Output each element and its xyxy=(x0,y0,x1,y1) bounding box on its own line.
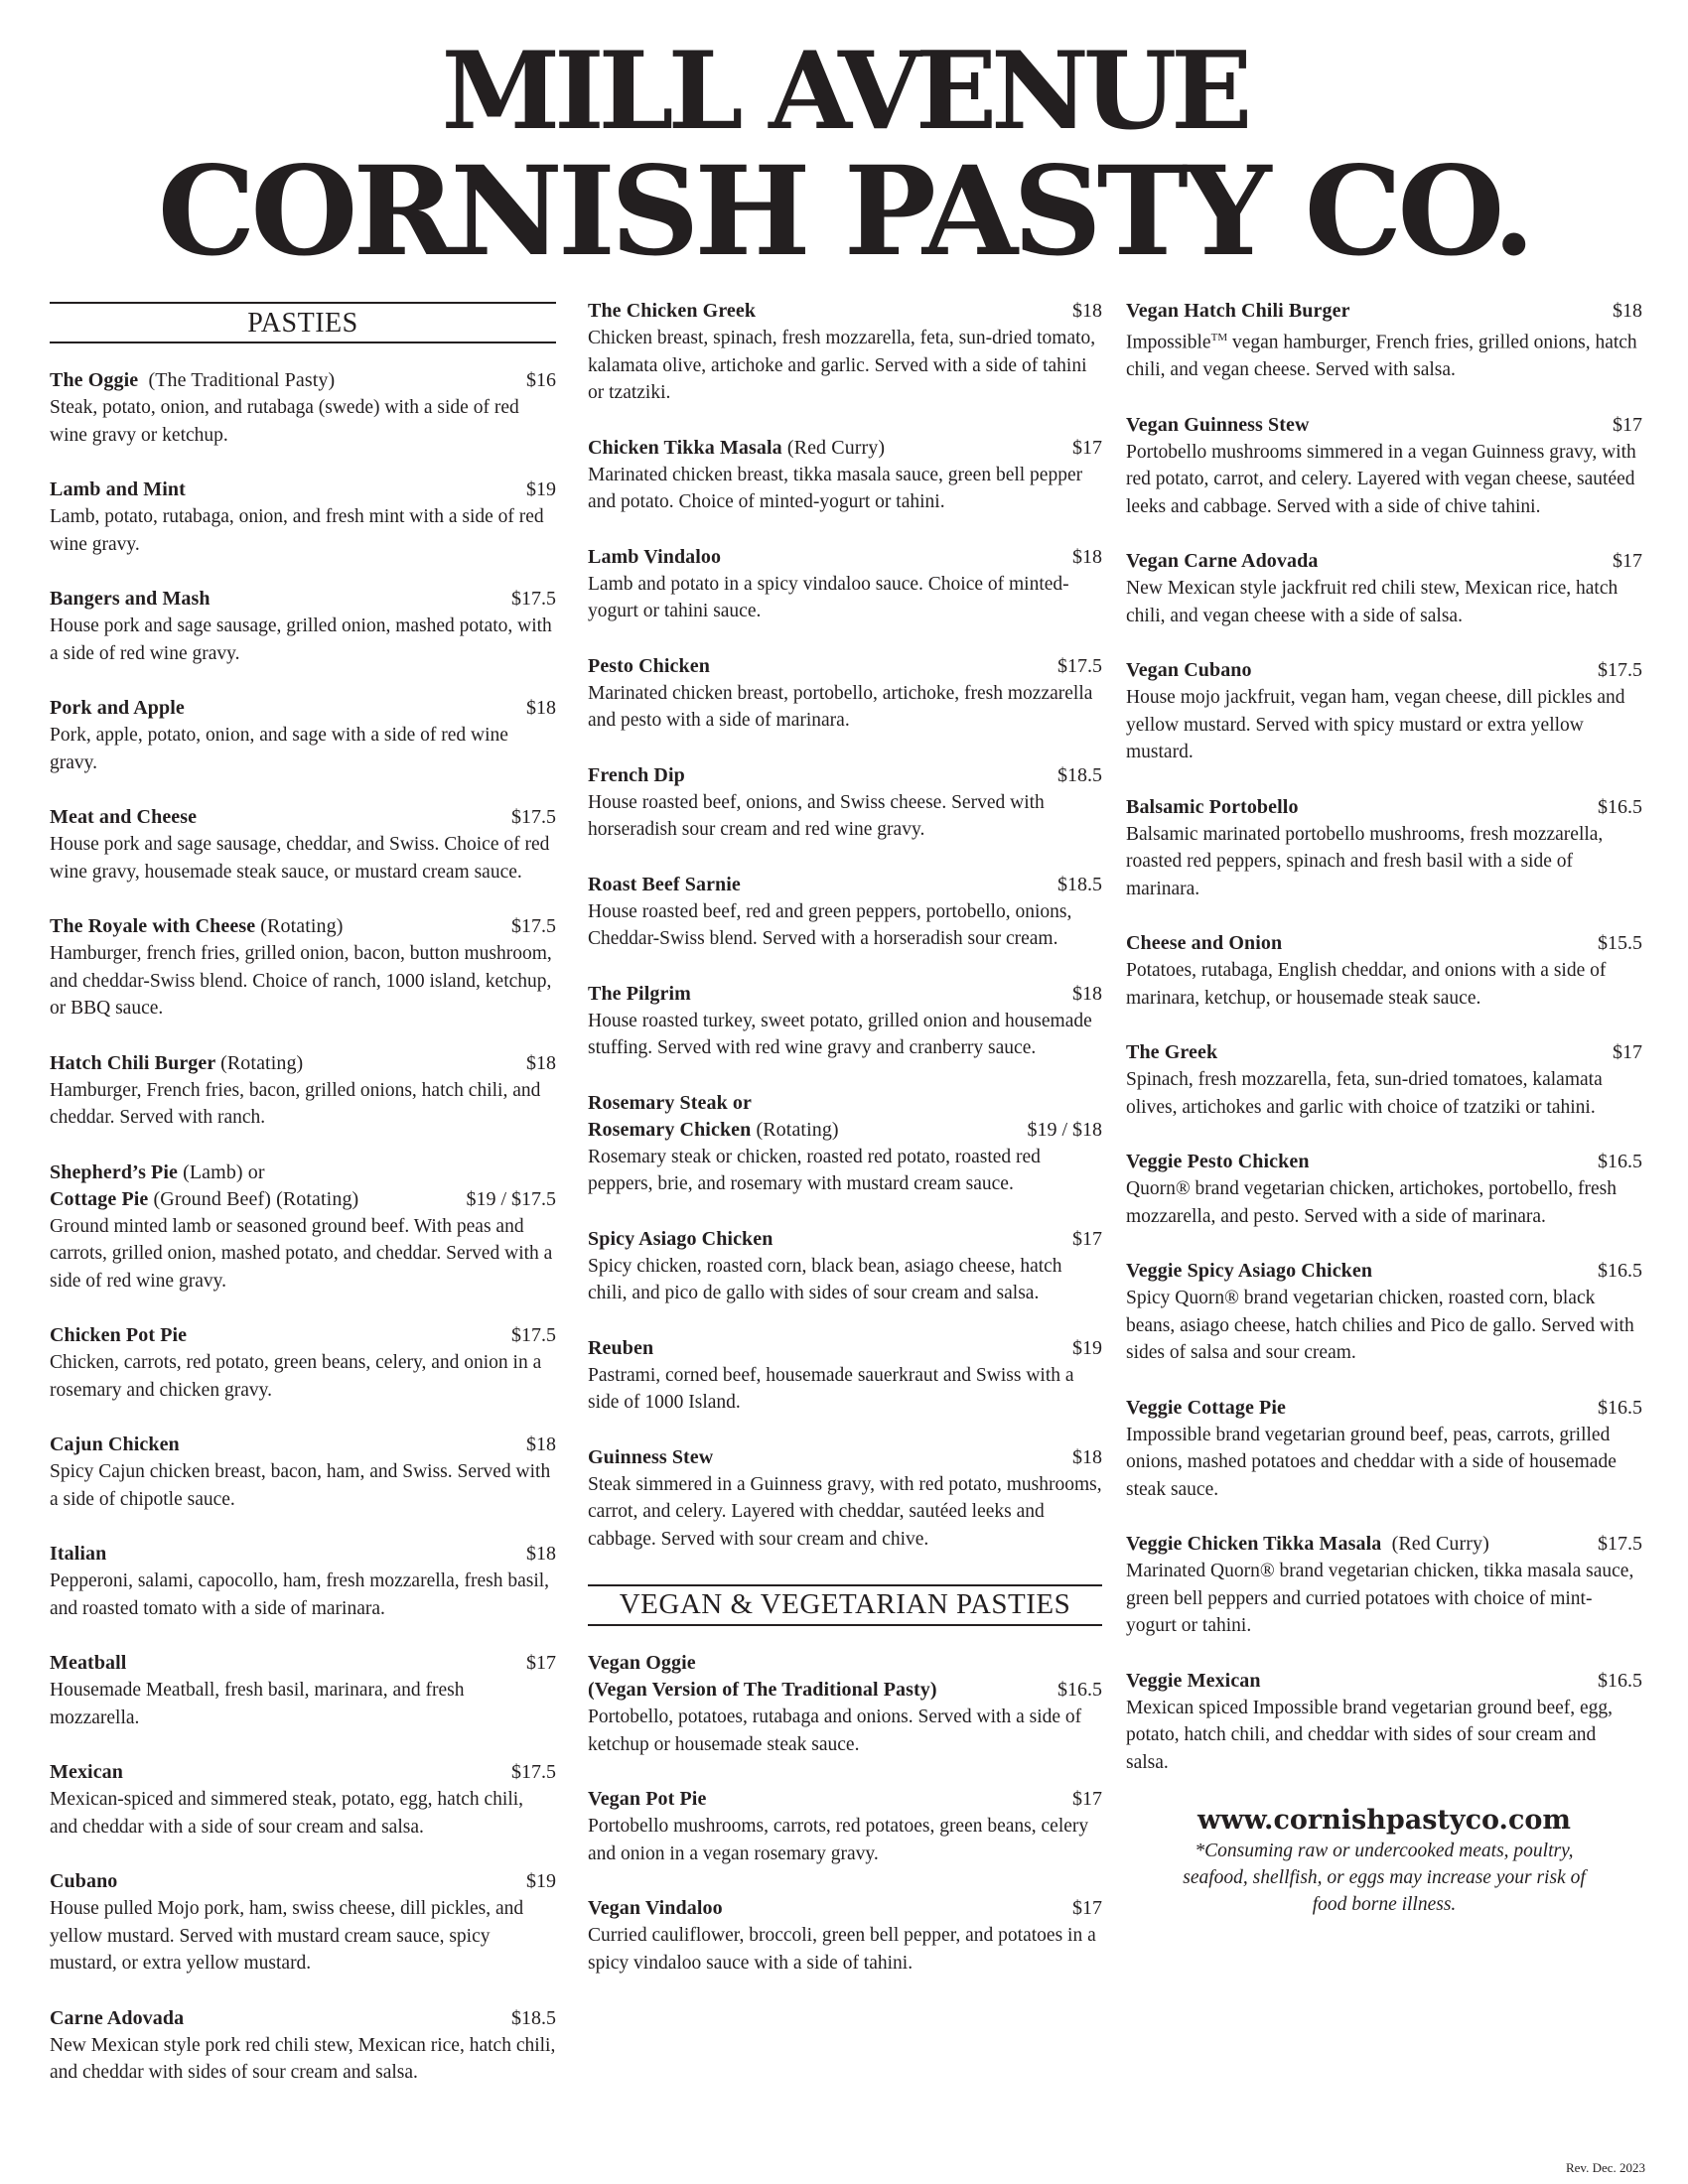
item-name: Vegan Guinness Stew xyxy=(1126,413,1310,436)
item-description: Quorn® brand vegetarian chicken, artichokes, portobello, fresh mozzarella, and pesto. Served with a side of marinara. xyxy=(1126,1178,1618,1227)
item-price: $18.5 xyxy=(511,2006,556,2029)
menu-item-the-pilgrim xyxy=(588,981,1102,1062)
item-description: Steak simmered in a Guinness gravy, with red potato, mushrooms, carrot, and celery. Layered with cheddar, sautéed leeks and cabbage. Served with sour cream and chive. xyxy=(588,1473,1102,1550)
item-note: (Rotating) xyxy=(260,915,344,937)
menu-item-chicken-pot-pie xyxy=(50,1322,556,1404)
item-name: Guinness Stew xyxy=(588,1445,714,1468)
item-description: Marinated chicken breast, portobello, artichoke, fresh mozzarella and pesto with a side of marinara. xyxy=(588,682,1093,731)
menu-item-veggie-chicken-tikka-masala xyxy=(1126,1531,1642,1640)
item-price: $17 xyxy=(526,1652,556,1674)
footer xyxy=(1126,1804,1642,1918)
item-price: $18 xyxy=(1072,300,1102,322)
item-description: Potatoes, rutabaga, English cheddar, and onions with a side of marinara, ketchup, or housemade steak sauce. xyxy=(1126,960,1607,1009)
menu-item-french-dip xyxy=(588,762,1102,844)
item-price: $16.5 xyxy=(1598,1396,1642,1419)
menu-item-reuben xyxy=(588,1335,1102,1417)
menu-item-pork-and-apple xyxy=(50,695,556,776)
menu-item-balsamic-portobello xyxy=(1126,794,1642,903)
menu-item-roast-beef-sarnie xyxy=(588,872,1102,953)
item-description: New Mexican style pork red chili stew, Mexican rice, hatch chili, and cheddar with sides of sour cream and salsa. xyxy=(50,2034,556,2083)
item-description: Portobello mushrooms simmered in a vegan Guinness gravy, with red potato, carrot, and celery. Layered with vegan cheese, sautéed leeks and cabbage. Served with a side of chive tahini. xyxy=(1126,441,1636,517)
item-description: Mexican spiced Impossible brand vegetarian ground beef, egg, potato, hatch chili, and cheddar with sides of sour cream and salsa. xyxy=(1126,1697,1614,1773)
item-name: Hatch Chili Burger xyxy=(50,1051,215,1074)
item-name: Pork and Apple xyxy=(50,697,185,719)
item-name: The Royale with Cheese xyxy=(50,915,256,937)
item-name: Veggie Mexican xyxy=(1126,1669,1261,1692)
item-name: Veggie Chicken Tikka Masala xyxy=(1126,1533,1382,1555)
item-name: Cheese and Onion xyxy=(1126,932,1283,954)
item-name: Vegan Cubano xyxy=(1126,659,1252,681)
item-description: Chicken breast, spinach, fresh mozzarella, feta, sun-dried tomato, kalamata olive, artichoke and garlic. Served with a side of tahini or tzatziki. xyxy=(588,328,1096,403)
item-description: House pork and sage sausage, cheddar, and Swiss. Choice of red wine gravy, housemade steak sauce, or mustard cream sauce. xyxy=(50,834,550,883)
item-description: House roasted beef, onions, and Swiss cheese. Served with horseradish sour cream and red wine gravy. xyxy=(588,791,1045,840)
item-name: Rosemary Chicken xyxy=(588,1118,752,1141)
item-name: Cajun Chicken xyxy=(50,1433,180,1455)
item-name: Vegan Vindaloo xyxy=(588,1897,723,1919)
item-price: $17 xyxy=(1613,550,1642,572)
item-name: Veggie Spicy Asiago Chicken xyxy=(1126,1260,1373,1282)
menu-item-royale-with-cheese xyxy=(50,913,556,1023)
item-note: (Rotating) xyxy=(220,1051,304,1074)
website-link[interactable]: www.cornishpastyco.com xyxy=(1197,1805,1571,1836)
item-description: House roasted turkey, sweet potato, grilled onion and housemade stuffing. Served with red wine gravy and cranberry sauce. xyxy=(588,1010,1092,1058)
food-safety-disclaimer: *Consuming raw or undercooked meats, poultry, seafood, shellfish, or eggs may increase your risk of food borne illness. xyxy=(1183,1841,1586,1915)
heading-rule xyxy=(588,1624,1102,1626)
item-price: $16.5 xyxy=(1598,795,1642,818)
item-name: The Greek xyxy=(1126,1041,1218,1063)
section-title: PASTIES xyxy=(247,308,358,339)
menu-item-the-oggie xyxy=(50,367,556,449)
item-name: Meat and Cheese xyxy=(50,806,198,828)
item-name: Cubano xyxy=(50,1870,118,1892)
item-price: $18.5 xyxy=(1057,873,1102,895)
item-description: Chicken, carrots, red potato, green beans, celery, and onion in a rosemary and chicken gravy. xyxy=(50,1352,542,1401)
item-price: $16.5 xyxy=(1598,1151,1642,1172)
item-description: Lamb, potato, rutabaga, onion, and fresh mint with a side of red wine gravy. xyxy=(50,506,544,555)
item-description: Impossible brand vegetarian ground beef, peas, carrots, grilled onions, mashed potatoes and cheddar with a side of housemade steak sauce. xyxy=(1126,1424,1617,1500)
menu-item-lamb-vindaloo xyxy=(588,544,1102,625)
menu-item-cheese-and-onion xyxy=(1126,930,1642,1012)
item-name: Carne Adovada xyxy=(50,2006,185,2029)
item-description: Portobello, potatoes, rutabaga and onions. Served with a side of ketchup or housemade steak sauce. xyxy=(588,1706,1082,1755)
item-description: Spicy chicken, roasted corn, black bean, asiago cheese, hatch chili, and pico de gallo with sides of sour cream and salsa. xyxy=(588,1255,1062,1303)
item-price: $17.5 xyxy=(1598,659,1642,681)
menu-item-vegan-pot-pie xyxy=(588,1786,1102,1867)
item-description: Balsamic marinated portobello mushrooms, fresh mozzarella, roasted red peppers, spinach and fresh basil with a side of marinara. xyxy=(1126,823,1604,899)
item-name: Lamb and Mint xyxy=(50,478,186,500)
item-description: Marinated chicken breast, tikka masala sauce, green bell pepper and potato. Choice of minted-yogurt or tahini. xyxy=(588,464,1083,512)
item-price: $16.5 xyxy=(1598,1669,1642,1692)
item-price: $15.5 xyxy=(1598,932,1642,954)
menu-item-carne-adovada xyxy=(50,2005,556,2087)
item-note: (Red Curry) xyxy=(786,436,886,459)
menu-item-lamb-and-mint xyxy=(50,477,556,558)
item-price: $17.5 xyxy=(511,1761,556,1783)
item-name: The Oggie xyxy=(50,369,139,391)
item-description: New Mexican style jackfruit red chili stew, Mexican rice, hatch chili, and vegan cheese with a side of salsa. xyxy=(1126,578,1618,626)
item-name: The Chicken Greek xyxy=(588,300,757,322)
item-price: $17.5 xyxy=(511,588,556,610)
item-description: Marinated Quorn® brand vegetarian chicken, tikka masala sauce, green bell peppers and curried potatoes with choice of mint-yogurt or tahini. xyxy=(1126,1561,1634,1636)
menu-item-the-greek xyxy=(1126,1039,1642,1121)
item-description: Spicy Quorn® brand vegetarian chicken, roasted corn, black beans, asiago cheese, hatch chilies and Pico de gallo. Served with sides of salsa and sour cream. xyxy=(1126,1288,1634,1363)
item-description: Ground minted lamb or seasoned ground beef. With peas and carrots, grilled onion, mashed potato, and cheddar. Served with a side of red wine gravy. xyxy=(50,1215,553,1292)
item-description: House pulled Mojo pork, ham, swiss cheese, dill pickles, and yellow mustard. Served with mustard cream sauce, spicy mustard, or extra yellow mustard. xyxy=(50,1898,524,1974)
item-price: $18 xyxy=(526,1543,556,1565)
item-name: Chicken Tikka Masala xyxy=(588,436,782,459)
item-name: Reuben xyxy=(588,1336,654,1359)
menu-item-veggie-cottage-pie xyxy=(1126,1395,1642,1504)
menu-item-hatch-chili-burger xyxy=(50,1050,556,1132)
item-subtitle: (Vegan Version of The Traditional Pasty) xyxy=(588,1679,937,1701)
menu-item-chicken-tikka-masala xyxy=(588,435,1102,516)
section-heading-pasties xyxy=(50,298,556,341)
item-price: $19 xyxy=(526,1870,556,1892)
item-price: $17.5 xyxy=(511,806,556,828)
menu-item-vegan-cubano xyxy=(1126,657,1642,766)
menu-item-veggie-pesto-chicken xyxy=(1126,1149,1642,1230)
item-price: $16 xyxy=(526,369,556,391)
column-middle xyxy=(588,298,1102,2004)
trademark-mark: TM xyxy=(1210,332,1228,343)
item-description: Mexican-spiced and simmered steak, potato, egg, hatch chili, and cheddar with a side of sour cream and salsa. xyxy=(50,1789,524,1838)
item-name: Mexican xyxy=(50,1761,124,1783)
item-name: Vegan Oggie xyxy=(588,1652,696,1674)
section-title: VEGAN & VEGETARIAN PASTIES xyxy=(619,1588,1071,1620)
item-description: Pastrami, corned beef, housemade sauerkraut and Swiss with a side of 1000 Island. xyxy=(588,1364,1074,1413)
item-name: Lamb Vindaloo xyxy=(588,545,722,568)
heading-rule xyxy=(588,1584,1102,1586)
item-name: Roast Beef Sarnie xyxy=(588,873,741,895)
section-heading-vegan xyxy=(588,1580,1102,1624)
title-line-1: MILL AVENUE xyxy=(441,29,1247,154)
item-note: (The Traditional Pasty) xyxy=(148,369,336,391)
item-price: $19 xyxy=(1072,1336,1102,1359)
menu-item-pesto-chicken xyxy=(588,653,1102,735)
menu-item-vegan-carne-adovada xyxy=(1126,548,1642,629)
menu-item-mexican xyxy=(50,1759,556,1841)
heading-rule xyxy=(50,341,556,343)
menu-item-meat-and-cheese xyxy=(50,804,556,886)
desc-part: Impossible xyxy=(1126,332,1211,353)
item-price: $17.5 xyxy=(511,1324,556,1346)
item-name: Vegan Carne Adovada xyxy=(1126,550,1319,572)
item-price: $19 / $18 xyxy=(1027,1118,1102,1141)
menu-item-italian xyxy=(50,1541,556,1622)
item-description: Rosemary steak or chicken, roasted red potato, roasted red peppers, brie, and rosemary with mustard cream sauce. xyxy=(588,1146,1041,1194)
item-price: $17 xyxy=(1613,413,1642,436)
item-description: Portobello mushrooms, carrots, red potatoes, green beans, celery and onion in a vegan rosemary gravy. xyxy=(588,1816,1089,1864)
item-price: $18 xyxy=(1072,982,1102,1005)
menu-item-chicken-greek xyxy=(588,298,1102,407)
item-name: French Dip xyxy=(588,763,685,786)
menu-item-vegan-hatch-chili-burger xyxy=(1126,298,1642,384)
menu-item-vegan-vindaloo xyxy=(588,1895,1102,1977)
item-name: Spicy Asiago Chicken xyxy=(588,1227,774,1250)
item-price: $19 / $17.5 xyxy=(466,1187,556,1210)
item-name: Vegan Pot Pie xyxy=(588,1788,707,1810)
item-price: $18 xyxy=(1072,545,1102,568)
revision-date: Rev. Dec. 2023 xyxy=(1565,2160,1645,2175)
item-name: Vegan Hatch Chili Burger xyxy=(1126,300,1350,322)
menu-item-cubano xyxy=(50,1868,556,1978)
item-note: (Lamb) or xyxy=(183,1160,265,1183)
item-price: $17 xyxy=(1613,1041,1642,1063)
item-price: $17 xyxy=(1072,1788,1102,1810)
item-name: Cottage Pie xyxy=(50,1187,149,1210)
item-description: Curried cauliflower, broccoli, green bell pepper, and potatoes in a spicy vindaloo sauce with a side of tahini. xyxy=(588,1925,1096,1974)
item-name: Rosemary Steak or xyxy=(588,1091,753,1114)
item-name: Italian xyxy=(50,1543,107,1565)
item-note: (Rotating) xyxy=(756,1118,839,1141)
menu-item-vegan-guinness-stew xyxy=(1126,412,1642,521)
item-description xyxy=(1126,325,1642,384)
item-price: $16.5 xyxy=(1057,1679,1102,1701)
menu-item-bangers-and-mash xyxy=(50,586,556,667)
item-name: The Pilgrim xyxy=(588,982,691,1005)
item-price: $18 xyxy=(1613,300,1642,322)
item-price: $18 xyxy=(526,697,556,719)
item-name: Balsamic Portobello xyxy=(1126,795,1299,818)
heading-rule xyxy=(50,302,556,304)
menu-item-guinness-stew xyxy=(588,1444,1102,1554)
item-price: $18.5 xyxy=(1057,763,1102,786)
item-description: House mojo jackfruit, vegan ham, vegan cheese, dill pickles and yellow mustard. Served with spicy mustard or extra yellow mustard. xyxy=(1126,687,1625,762)
menu-item-veggie-mexican xyxy=(1126,1668,1642,1777)
item-price: $17 xyxy=(1072,1897,1102,1919)
item-note: (Red Curry) xyxy=(1391,1533,1489,1555)
item-name: Chicken Pot Pie xyxy=(50,1324,188,1346)
item-price: $17 xyxy=(1072,1227,1102,1250)
item-name: Shepherd’s Pie xyxy=(50,1160,178,1183)
item-price: $17.5 xyxy=(1598,1533,1642,1555)
item-name: Bangers and Mash xyxy=(50,588,211,610)
menu-item-shepherds-pie xyxy=(50,1160,556,1296)
item-description: Hamburger, french fries, grilled onion, bacon, button mushroom, and cheddar-Swiss blend. Choice of ranch, 1000 island, ketchup, or BBQ sauce. xyxy=(50,943,552,1019)
menu-item-vegan-oggie xyxy=(588,1650,1102,1758)
menu-item-rosemary-steak xyxy=(588,1090,1102,1198)
desc-part: vegan hamburger, French fries, grilled onions, hatch chili, and vegan cheese. Served with salsa. xyxy=(1126,332,1637,380)
item-description: Hamburger, French fries, bacon, grilled onions, hatch chili, and cheddar. Served with ranch. xyxy=(50,1079,541,1128)
item-description: Lamb and potato in a spicy vindaloo sauce. Choice of minted-yogurt or tahini sauce. xyxy=(588,573,1069,621)
item-description: Pepperoni, salami, capocollo, ham, fresh mozzarella, fresh basil, and roasted tomato with a side of marinara. xyxy=(50,1570,550,1619)
item-description: House pork and sage sausage, grilled onion, mashed potato, with a side of red wine gravy. xyxy=(50,615,552,664)
item-name: Veggie Pesto Chicken xyxy=(1126,1151,1310,1172)
item-price: $17 xyxy=(1072,436,1102,459)
item-name: Pesto Chicken xyxy=(588,654,710,677)
item-description: Pork, apple, potato, onion, and sage with a side of red wine gravy. xyxy=(50,725,508,773)
item-description: Housemade Meatball, fresh basil, marinara, and fresh mozzarella. xyxy=(50,1680,465,1728)
item-price: $18 xyxy=(1072,1445,1102,1468)
column-vegan xyxy=(1126,298,1642,1918)
item-name: Veggie Cottage Pie xyxy=(1126,1396,1287,1419)
item-price: $17.5 xyxy=(511,915,556,937)
item-description: Spinach, fresh mozzarella, feta, sun-dried tomatoes, kalamata olives, artichokes and garlic with choice of tzatziki or tahini. xyxy=(1126,1069,1603,1118)
item-price: $17.5 xyxy=(1057,654,1102,677)
title-line-2: CORNISH PASTY CO. xyxy=(157,140,1531,284)
menu-item-meatball xyxy=(50,1650,556,1731)
menu-item-veggie-spicy-asiago-chicken xyxy=(1126,1258,1642,1367)
item-name: Meatball xyxy=(50,1652,127,1674)
item-description: House roasted beef, red and green peppers, portobello, onions, Cheddar-Swiss blend. Served with a horseradish sour cream. xyxy=(588,900,1072,949)
item-description: Spicy Cajun chicken breast, bacon, ham, and Swiss. Served with a side of chipotle sauce. xyxy=(50,1461,551,1510)
item-price: $18 xyxy=(526,1433,556,1455)
menu-item-cajun-chicken xyxy=(50,1432,556,1513)
item-price: $19 xyxy=(526,478,556,500)
item-note: (Ground Beef) (Rotating) xyxy=(153,1187,359,1210)
item-price: $16.5 xyxy=(1598,1260,1642,1282)
item-description: Steak, potato, onion, and rutabaga (swede) with a side of red wine gravy or ketchup. xyxy=(50,397,519,446)
column-pasties xyxy=(50,298,556,2115)
item-price: $18 xyxy=(526,1051,556,1074)
menu-item-spicy-asiago-chicken xyxy=(588,1226,1102,1307)
